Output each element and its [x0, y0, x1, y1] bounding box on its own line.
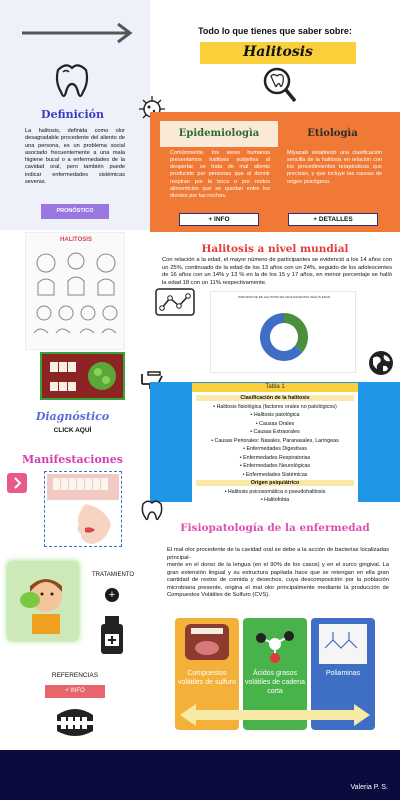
mouth-photo	[40, 352, 125, 400]
chevron-right-icon	[7, 473, 27, 493]
table-row: • Halitosis psicosomática o pseudohalitosis	[224, 488, 326, 495]
illustration-label: HALITOSIS	[60, 237, 92, 243]
manifestations-image	[44, 471, 122, 547]
table-row: • Causas Periorales: Nasales, Paranasales, Laríngeas	[211, 437, 339, 444]
pathophysiology-text: El mal olor procedente de la cavidad oral se debe a la acción de bacterias localizadas principal- mente en el dorso de la lengua (en el 90% de los casos) y en el surco gingival. La gran extensión lingual y su estructura papilada hace que se retengan en ella gran cantidad de restos de comida y desechos, cuya descomposición por la población microbiana presente, origina el mal olor principalmente mediante la producción de Compuestos Volátiles de Sulfuro (CVS).	[167, 547, 389, 599]
references-label: REFERENCIAS	[51, 672, 99, 679]
bad-breath-girl-icon	[8, 562, 78, 640]
mouth-teeth-icon	[42, 354, 123, 398]
card-fatty-acids-label: Ácidos grasos volátiles de cadena corta	[245, 670, 305, 695]
diagnosis-click-link[interactable]: CLICK AQUÌ	[53, 427, 92, 434]
card-polyamines-label: Poliaminas	[325, 670, 361, 677]
page-title: Halitosis	[243, 44, 313, 60]
gums-face-icon	[45, 472, 121, 546]
footer-author: Valeria P. S.	[350, 784, 388, 791]
chemical-structure-icon	[311, 618, 375, 668]
references-info-button[interactable]: + INFO	[45, 685, 105, 698]
table-row: Origen psiquiátrico	[196, 480, 354, 486]
table-row: • Halitofobia	[260, 497, 290, 503]
tooth-icon	[52, 60, 92, 104]
chart-caption: PORCENTAJE DE HALITOSIS EN ADOLESCENTES SEGÚN EDAD	[237, 295, 331, 299]
epidemiology-title: Epidemiologìa	[178, 128, 260, 139]
table-row: Clasificación de la halitosis	[196, 395, 354, 401]
denture-icon	[55, 705, 95, 737]
table-row: • Halitosis fisiológica (factores orales no patológicos)	[213, 403, 337, 410]
treatment-label: TRATAMIENTO	[92, 572, 134, 578]
donut-chart	[211, 292, 357, 374]
treatment-illustration	[8, 562, 78, 640]
epidemiology-text: Comúnmente, los seres humanos presentamos halitosis subjetiva al despertar, se trata de mal aliento producido por personas que al dormir respiran por la boca o por restos alimenticios que se quedan entre los dientes por las noches.	[170, 150, 270, 199]
definition-text: La halitosis, definida como olor desagradable procedente del aliento de una persona, es un problema social asociado frecuentemente a una mala higiene bucal o a enfermedades de la cavidad oral, pero también puede indicar enfermedades sistémicas severas.	[25, 128, 125, 185]
mouth-open-icon	[175, 618, 239, 668]
magnifier-tooth-icon	[262, 66, 298, 106]
page-pretitle: Todo lo que tienes que saber sobre:	[198, 26, 352, 36]
worldwide-title: Halitosis a nivel mundial	[201, 243, 349, 255]
card-sulfur-label: Compuestos volátiles de sulfuro	[178, 670, 236, 686]
table-header: Tabla 1	[192, 383, 358, 392]
table-row: • Enfermedades Digestivas	[243, 446, 307, 452]
age-chart	[210, 291, 356, 373]
table-row: • Causas Orales	[255, 420, 295, 427]
donut-slice-0	[284, 313, 308, 352]
double-arrow-icon	[178, 702, 372, 728]
worldwide-text: Con relación a la edad, el mayor número de participantes se evidenció a los 14 años con un 25%, continuado de la edad de los 13 años con un 24%, seguido de los adolescentes de 16 años con un 14% y 13 % en la de los 15 y 17 años, en menor porcentaje se halló la edad 18 con un 11% respectivamente.	[162, 257, 392, 286]
table-row: • Enfermedades Neurológicas	[239, 463, 311, 469]
etiology-details-button[interactable]: + DETALLES	[288, 213, 378, 226]
molecule-icon	[243, 618, 307, 668]
etiology-title: Etiologìa	[307, 128, 358, 139]
medicine-bottle-icon	[97, 614, 127, 656]
epidemiology-info-button[interactable]: + INFO	[179, 213, 259, 226]
definition-title: Definición	[41, 108, 104, 121]
plus-icon: +	[108, 589, 116, 601]
table-row: • Causas Extraorales	[250, 429, 300, 435]
manifestations-next-button[interactable]	[7, 473, 27, 493]
network-nodes-icon	[155, 288, 195, 316]
manifestations-title: Manifestaciones	[21, 453, 123, 466]
table-row: • Enfermedades Sistémicas	[242, 471, 308, 478]
prognosis-button[interactable]: PRONÓSTICO	[41, 204, 109, 219]
treatment-expand-button[interactable]	[105, 588, 119, 602]
footer	[0, 750, 400, 800]
diagnosis-title: Diagnóstico	[35, 410, 110, 423]
arrow-right-icon	[20, 22, 136, 44]
anatomy-sketch-icon	[26, 233, 126, 351]
table-row: • Enfermedades Respiratorias	[239, 454, 311, 461]
table-row: • Halitosis patológica	[250, 412, 300, 418]
globe-icon	[367, 349, 395, 377]
tooth-small-icon	[140, 498, 164, 522]
etiology-text: Miyazaki estableció una clasificación sencilla de la halitosis en relación con los procedimientos terapéuticos que precisan, y que incluye las causas de origen psicógeno.	[287, 150, 382, 185]
halitosis-illustration	[25, 232, 125, 350]
pathophysiology-title: Fisiopatología de la enfermedad	[180, 522, 370, 534]
